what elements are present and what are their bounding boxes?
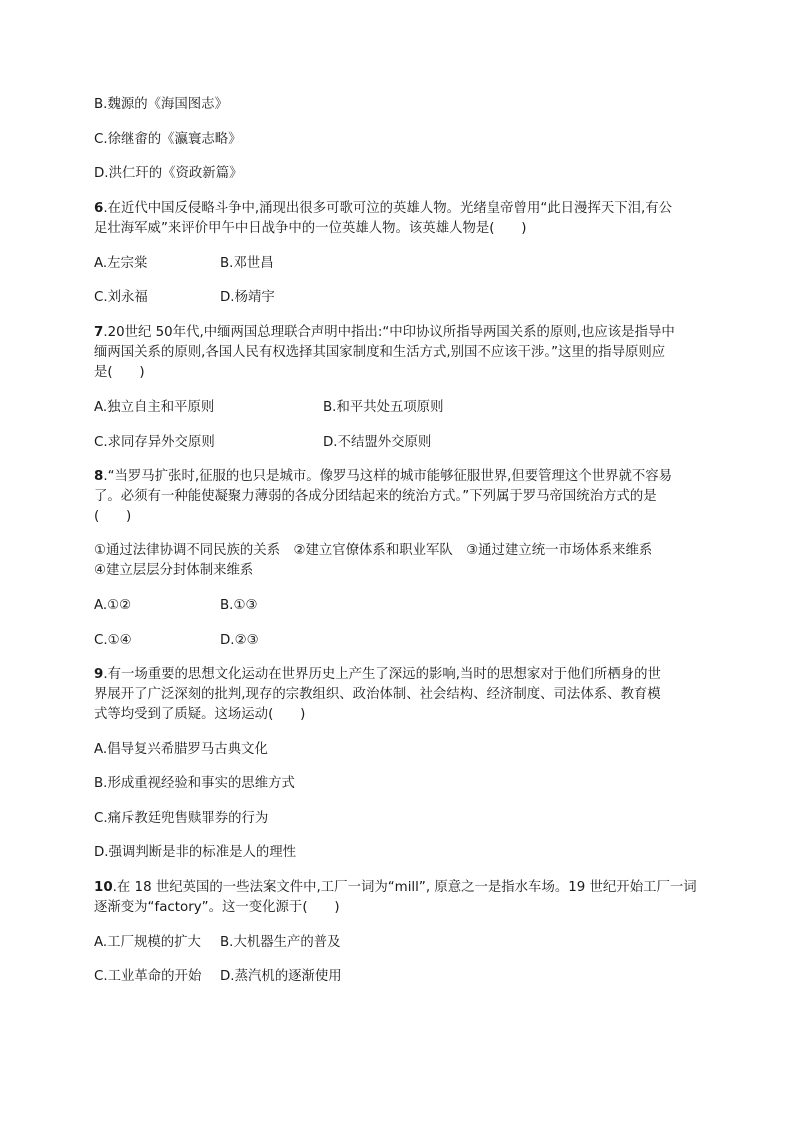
q10-option-c: C.工业革命的开始	[94, 969, 202, 984]
q9-stem-line-3: 式等均受到了质疑。这场运动( )	[94, 707, 306, 722]
q7-option-c: C.求同存异外交原则	[94, 435, 215, 450]
q7-stem-line-3: 是( )	[94, 365, 145, 380]
q6-option-d: D.杨靖宇	[220, 290, 275, 305]
q8-statements-line-1: ①通过法律协调不同民族的关系 ②建立官僚体系和职业军队 ③通过建立统一市场体系来维系	[94, 543, 653, 558]
q9-stem-line-1: 9.有一场重要的思想文化运动在世界历史上产生了深远的影响,当时的思想家对于他们所栖身的世	[94, 667, 661, 682]
q5-option-b: B.魏源的《海国图志》	[94, 97, 228, 112]
q10-option-d: D.蒸汽机的逐渐使用	[220, 969, 342, 984]
q10-option-a: A.工厂规模的扩大	[94, 935, 201, 950]
q9-number: 9	[94, 667, 104, 682]
q9-option-a: A.倡导复兴希腊罗马古典文化	[94, 742, 268, 757]
q6-option-c: C.刘永福	[94, 290, 148, 305]
q9-option-b: B.形成重视经验和事实的思维方式	[94, 776, 295, 791]
q10-option-b: B.大机器生产的普及	[220, 935, 341, 950]
q5-option-d: D.洪仁玕的《资政新篇》	[94, 166, 243, 181]
q7-option-d: D.不结盟外交原则	[323, 435, 432, 450]
q9-option-c: C.痛斥教廷兜售赎罪券的行为	[94, 811, 269, 826]
q10-stem-line-2: 逐渐变为“factory”。这一变化源于( )	[94, 900, 340, 915]
q6-stem-line-2: 足壮海军威”来评价甲午中日战争中的一位英雄人物。该英雄人物是( )	[94, 221, 527, 236]
q7-option-a: A.独立自主和平原则	[94, 400, 215, 415]
q7-stem-line-1: 7.20世纪 50年代,中缅两国总理联合声明中指出:“中印协议所指导两国关系的原则,也应该是指导中	[94, 325, 675, 340]
q7-number: 7	[94, 325, 104, 340]
q5-option-c: C.徐继畬的《瀛寰志略》	[94, 132, 242, 147]
q8-stem-line-3: ( )	[94, 509, 132, 524]
q9-stem-line-2: 界展开了广泛深刻的批判,现存的宗教组织、政治体制、社会结构、经济制度、司法体系、教育模	[94, 687, 661, 702]
q8-stem-line-1: 8.“当罗马扩张时,征服的也只是城市。像罗马这样的城市能够征服世界,但要管理这个世界就不容易	[94, 469, 673, 484]
q7-stem-line-2: 缅两国关系的原则,各国人民有权选择其国家制度和生活方式,别国不应该干涉。”这里的指导原则应	[94, 345, 666, 360]
q8-option-c: C.①④	[94, 633, 132, 648]
q6-number: 6	[94, 201, 104, 216]
q8-stem-line-2: 了。必须有一种能使凝聚力薄弱的各成分团结起来的统治方式。”下列属于罗马帝国统治方式的是	[94, 489, 657, 504]
q8-option-a: A.①②	[94, 598, 132, 613]
q6-option-a: A.左宗棠	[94, 256, 148, 271]
q9-option-d: D.强调判断是非的标准是人的理性	[94, 845, 297, 860]
q8-option-b: B.①③	[220, 598, 258, 613]
q7-option-b: B.和平共处五项原则	[323, 400, 444, 415]
q8-statements-line-2: ④建立层层分封体制来维系	[94, 563, 254, 578]
q6-option-b: B.邓世昌	[220, 256, 274, 271]
q6-stem-line-1: 6.在近代中国反侵略斗争中,涌现出很多可歌可泣的英雄人物。光绪皇帝曾用“此日漫挥天下泪,有公	[94, 201, 673, 216]
q8-number: 8	[94, 469, 104, 484]
q8-option-d: D.②③	[220, 633, 259, 648]
q10-number: 10	[94, 880, 113, 895]
q10-stem-line-1: 10.在 18 世纪英国的一些法案文件中,工厂一词为“mill”, 原意之一是指水车场。19 世纪开始工厂一词	[94, 880, 697, 895]
